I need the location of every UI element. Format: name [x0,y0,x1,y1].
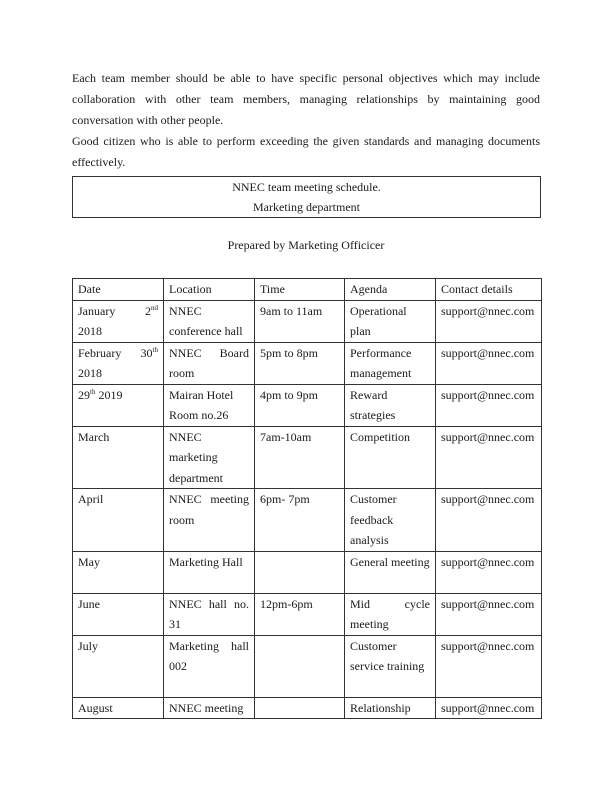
cell-time: 9am to 11am [255,300,345,342]
cell-contact: support@nnec.com [436,489,542,552]
table-row [73,384,542,426]
cell-time: 6pm- 7pm [255,489,345,552]
cell-contact: support@nnec.com [436,697,542,719]
table-row [73,489,542,552]
cell-agenda: Operational plan [345,300,436,342]
date-suffix: nd [151,303,158,312]
date-suffix: th [152,345,158,354]
cell-agenda: Relationship [345,697,436,719]
header-contact-details: Contact details [436,279,542,301]
cell-contact: support@nnec.com [436,300,542,342]
date-day: 29 [78,387,90,402]
cell-date: August [73,697,164,719]
header-agenda: Agenda [345,279,436,301]
cell-location: Marketing Hall [164,551,255,593]
cell-location: NNEC meeting room [164,489,255,552]
header-time: Time [255,279,345,301]
table-row [73,697,542,719]
cell-agenda: Customer feedback analysis [345,489,436,552]
cell-date [73,300,164,342]
date-month: January [78,303,116,318]
cell-location: NNEC Board room [164,342,255,384]
cell-contact: support@nnec.com [436,384,542,426]
cell-time: 5pm to 8pm [255,342,345,384]
cell-contact: support@nnec.com [436,551,542,593]
prepared-by-line: Prepared by Marketing Officicer [227,238,385,252]
table-row [73,635,542,697]
header-date: Date [73,279,164,301]
cell-time: 4pm to 9pm [255,384,345,426]
table-row [73,593,542,635]
cell-location: NNEC conference hall [164,300,255,342]
meeting-schedule-table [72,278,542,719]
cell-agenda: Performance management [345,342,436,384]
cell-contact: support@nnec.com [436,635,542,697]
date-day: 2 [145,303,151,318]
cell-date: March [73,426,164,489]
cell-date [73,342,164,384]
date-year: 2019 [98,387,123,402]
cell-agenda: Competition [345,426,436,489]
date-day: 30 [140,345,153,360]
cell-agenda: Mid cycle meeting [345,593,436,635]
cell-date: June [73,593,164,635]
table-row [73,551,542,593]
cell-date: May [73,551,164,593]
intro-paragraph-objectives: Each team member should be able to have specific personal objectives which may include collaboration with other team members, managing relationships by maintaining good conversation with other people. [72,71,540,127]
cell-date: July [73,635,164,697]
cell-time: 12pm-6pm [255,593,345,635]
cell-location: NNEC hall no. 31 [164,593,255,635]
cell-date [73,384,164,426]
date-year: 2018 [78,366,102,380]
cell-time [255,635,345,697]
cell-contact: support@nnec.com [436,342,542,384]
cell-location: Mairan Hotel Room no.26 [164,384,255,426]
header-location: Location [164,279,255,301]
cell-time [255,697,345,719]
table-header-row [73,279,542,301]
date-suffix: th [90,387,96,396]
table-row [73,342,542,384]
date-month: February [78,345,122,360]
cell-time: 7am-10am [255,426,345,489]
cell-date: April [73,489,164,552]
table-row [73,300,542,342]
cell-contact: support@nnec.com [436,426,542,489]
cell-location: NNEC meeting [164,697,255,719]
cell-location: Marketing hall 002 [164,635,255,697]
cell-agenda: Customer service training [345,635,436,697]
cell-contact: support@nnec.com [436,593,542,635]
cell-time [255,551,345,593]
date-year: 2018 [78,324,102,338]
cell-agenda: General meeting [345,551,436,593]
schedule-subtitle: Marketing department [253,200,360,214]
intro-paragraph-good-citizen: Good citizen who is able to perform exceeding the given standards and managing documents effectively. [72,134,540,169]
cell-location: NNEC marketing department [164,426,255,489]
schedule-title: NNEC team meeting schedule. [232,180,381,194]
table-row [73,426,542,489]
schedule-title-box [72,176,541,218]
cell-agenda: Reward strategies [345,384,436,426]
